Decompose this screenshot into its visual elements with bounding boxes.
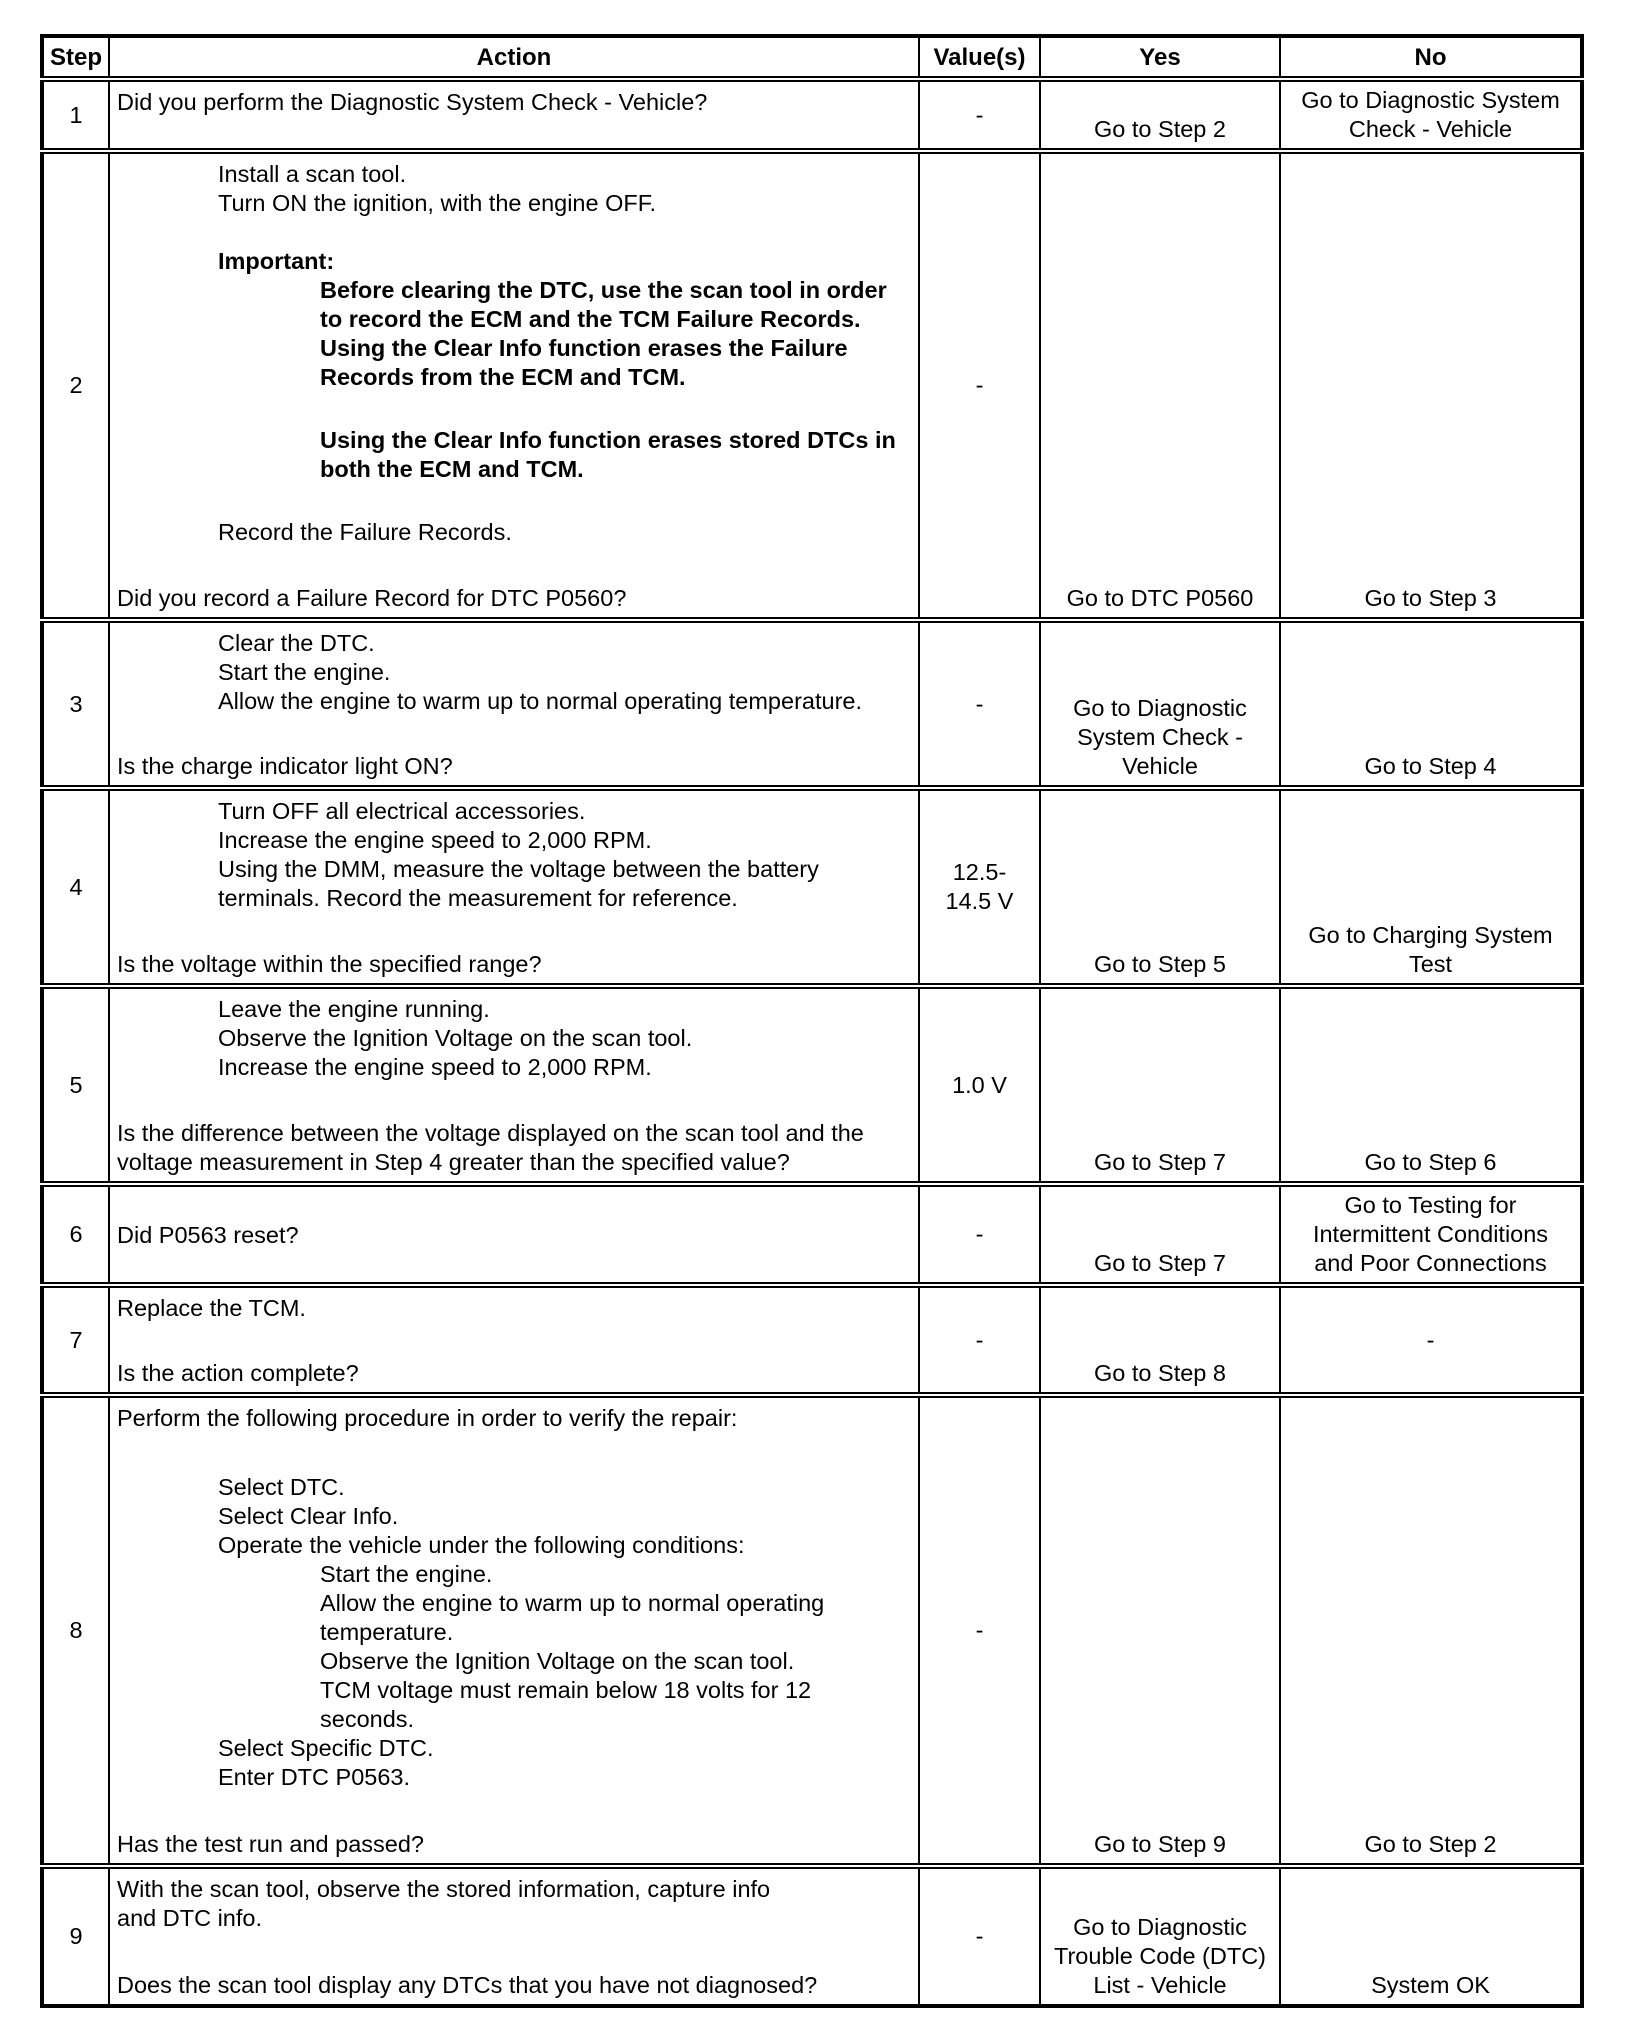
value-cell: 1.0 V (919, 986, 1040, 1184)
header-yes: Yes (1040, 36, 1280, 79)
value-cell: - (919, 151, 1040, 620)
instruction-text: Turn OFF all electrical accessories. (218, 798, 586, 824)
table-row (42, 1285, 1582, 1395)
instruction-text: Install a scan tool. (218, 161, 407, 187)
table-row (42, 1395, 1582, 1866)
yes-cell: Go to Diagnostic System Check - Vehicle (1040, 620, 1280, 788)
header-action: Action (109, 36, 919, 79)
value-cell: - (919, 620, 1040, 788)
action-text: With the scan tool, observe the stored information, capture info and DTC info. (117, 1876, 771, 1931)
action-text: Replace the TCM. (117, 1295, 306, 1321)
instruction-text: Select Clear Info. (218, 1503, 399, 1529)
important-note: Using the Clear Info function erases stored DTCs in both the ECM and TCM. (320, 427, 896, 482)
question-text: Is the charge indicator light ON? (117, 753, 453, 779)
sub-instruction-text: Allow the engine to warm up to normal operating temperature. (320, 1590, 825, 1645)
no-cell: Go to Step 4 (1280, 620, 1582, 788)
instruction-text: Select DTC. (218, 1474, 345, 1500)
action-cell (109, 1395, 919, 1866)
value-cell: - (919, 79, 1040, 151)
header-step: Step (42, 36, 109, 79)
action-cell (109, 986, 919, 1184)
instruction-text: Record the Failure Records. (218, 519, 512, 545)
value-cell: 12.5-14.5 V (919, 788, 1040, 986)
no-cell: - (1280, 1285, 1582, 1395)
instruction-text: Increase the engine speed to 2,000 RPM. (218, 827, 652, 853)
step-number: 6 (42, 1184, 109, 1285)
instruction-text: Turn ON the ignition, with the engine OFF. (218, 190, 657, 216)
value-cell: - (919, 1866, 1040, 2006)
action-cell (109, 1184, 919, 1285)
table-row (42, 79, 1582, 151)
instruction-text: Allow the engine to warm up to normal operating temperature. (218, 688, 862, 714)
step-number: 4 (42, 788, 109, 986)
action-cell (109, 79, 919, 151)
instruction-text: Operate the vehicle under the following conditions: (218, 1532, 745, 1558)
instruction-text: Increase the engine speed to 2,000 RPM. (218, 1054, 652, 1080)
table-row (42, 1866, 1582, 2006)
yes-cell: Go to DTC P0560 (1040, 151, 1280, 620)
header-values: Value(s) (919, 36, 1040, 79)
value-cell: - (919, 1395, 1040, 1866)
step-number: 8 (42, 1395, 109, 1866)
step-number: 9 (42, 1866, 109, 2006)
value-cell: - (919, 1184, 1040, 1285)
step-number: 2 (42, 151, 109, 620)
table-row (42, 620, 1582, 788)
value-cell: - (919, 1285, 1040, 1395)
action-cell (109, 620, 919, 788)
question-text: Is the action complete? (117, 1360, 359, 1386)
table-row (42, 1184, 1582, 1285)
sub-instruction-text: Start the engine. (320, 1561, 493, 1587)
question-text: Is the voltage within the specified range? (117, 951, 542, 977)
action-cell (109, 151, 919, 620)
step-number: 7 (42, 1285, 109, 1395)
instruction-text: Start the engine. (218, 659, 391, 685)
yes-cell: Go to Step 5 (1040, 788, 1280, 986)
no-cell: Go to Charging System Test (1280, 788, 1582, 986)
action-cell (109, 1866, 919, 2006)
sub-instruction-text: TCM voltage must remain below 18 volts for 12 seconds. (320, 1677, 812, 1732)
important-note: Before clearing the DTC, use the scan tool in order to record the ECM and the TCM Failure Records. Using the Clear Info function erases the Failure Records from the ECM and TCM. (320, 277, 887, 390)
no-cell: Go to Step 6 (1280, 986, 1582, 1184)
table-row (42, 788, 1582, 986)
question-text: Did you perform the Diagnostic System Check - Vehicle? (117, 89, 708, 115)
yes-cell: Go to Diagnostic Trouble Code (DTC) List - Vehicle (1040, 1866, 1280, 2006)
diagnostic-table (40, 34, 1584, 2008)
instruction-text: Select Specific DTC. (218, 1735, 434, 1761)
action-cell (109, 1285, 919, 1395)
instruction-text: Enter DTC P0563. (218, 1764, 411, 1790)
yes-cell: Go to Step 8 (1040, 1285, 1280, 1395)
instruction-text: Leave the engine running. (218, 996, 490, 1022)
yes-cell: Go to Step 7 (1040, 1184, 1280, 1285)
no-cell: Go to Testing for Intermittent Conditions and Poor Connections (1280, 1184, 1582, 1285)
question-text: Does the scan tool display any DTCs that you have not diagnosed? (117, 1972, 818, 1998)
header-row (42, 36, 1582, 79)
question-text: Is the difference between the voltage displayed on the scan tool and the voltage measurement in Step 4 greater than the specified value? (117, 1120, 864, 1175)
yes-cell: Go to Step 9 (1040, 1395, 1280, 1866)
action-text: Perform the following procedure in order to verify the repair: (117, 1405, 738, 1431)
important-label: Important: (218, 248, 335, 274)
question-text: Has the test run and passed? (117, 1831, 425, 1857)
question-text: Did you record a Failure Record for DTC P0560? (117, 585, 627, 611)
table-row (42, 986, 1582, 1184)
question-text: Did P0563 reset? (117, 1222, 299, 1248)
instruction-text: Clear the DTC. (218, 630, 375, 656)
yes-cell: Go to Step 7 (1040, 986, 1280, 1184)
action-cell (109, 788, 919, 986)
no-cell: System OK (1280, 1866, 1582, 2006)
instruction-text: Using the DMM, measure the voltage between the battery terminals. Record the measurement for reference. (218, 856, 819, 911)
step-number: 5 (42, 986, 109, 1184)
table-row (42, 151, 1582, 620)
no-cell: Go to Diagnostic System Check - Vehicle (1280, 79, 1582, 151)
no-cell: Go to Step 2 (1280, 1395, 1582, 1866)
step-number: 3 (42, 620, 109, 788)
no-cell: Go to Step 3 (1280, 151, 1582, 620)
instruction-text: Observe the Ignition Voltage on the scan tool. (218, 1025, 693, 1051)
step-number: 1 (42, 79, 109, 151)
yes-cell: Go to Step 2 (1040, 79, 1280, 151)
header-no: No (1280, 36, 1582, 79)
sub-instruction-text: Observe the Ignition Voltage on the scan tool. (320, 1648, 795, 1674)
